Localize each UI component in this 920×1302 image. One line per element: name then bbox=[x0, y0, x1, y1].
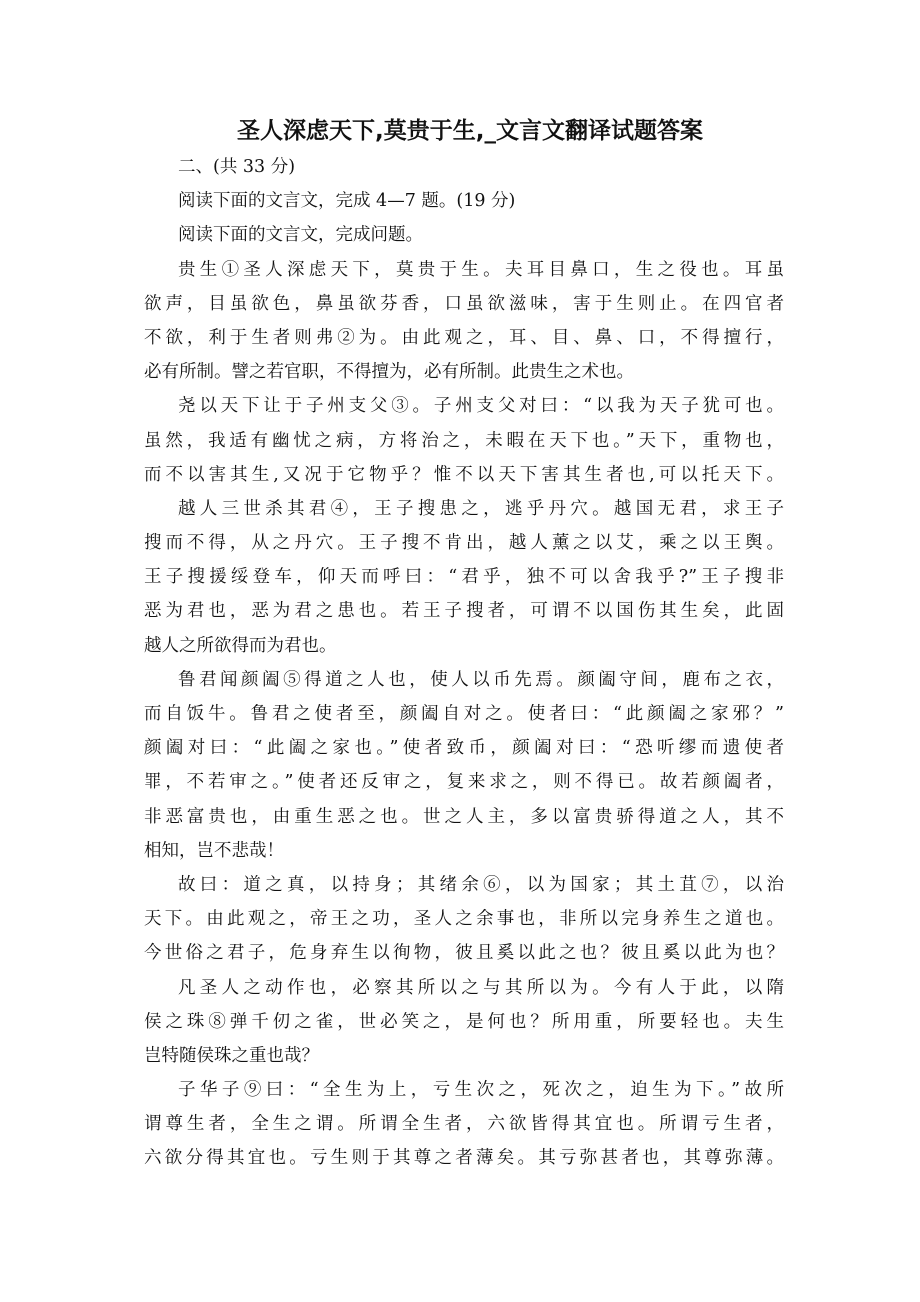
text-line: 罪，不若审之。”使者还反审之，复来求之，则不得已。故若颜阖者， bbox=[144, 772, 784, 793]
text-line: 不欲，利于生者则弗②为。由此观之，耳、目、鼻、口，不得擅行， bbox=[144, 327, 784, 348]
text-line: 而自饭牛。鲁君之使者至，颜阖自对之。使者曰：“此颜阖之家邪？” bbox=[144, 704, 784, 724]
text-line: 越人之所欲得而为君也。 bbox=[144, 635, 337, 656]
text-line: 子华子⑨曰：“全生为上，亏生次之，死次之，迫生为下。”故所 bbox=[178, 1080, 784, 1101]
text-line: 侯之珠⑧弹千仞之雀，世必笑之，是何也？所用重，所要轻也。夫生 bbox=[144, 1011, 784, 1032]
text-line: 而不以害其生,又况于它物乎？惟不以天下害其生者也,可以托天下。 bbox=[144, 464, 784, 485]
text-line: 颜阖对曰：“此阖之家也。”使者致币，颜阖对曰：“恐听缪而遗使者 bbox=[144, 738, 784, 759]
text-line: 越人三世杀其君④，王子搜患之，逃乎丹穴。越国无君，求王子 bbox=[178, 498, 784, 519]
text-line: 王子搜援绥登车，仰天而呼曰：“君乎，独不可以舍我乎?”王子搜非 bbox=[144, 567, 784, 588]
text-line: 谓尊生者，全生之谓。所谓全生者，六欲皆得其宜也。所谓亏生者， bbox=[144, 1114, 784, 1135]
text-line: 尧以天下让于子州支父③。子州支父对曰：“以我为天子犹可也。 bbox=[178, 396, 784, 417]
text-line: 虽然，我适有幽忧之病，方将治之，未暇在天下也。”天下，重物也， bbox=[144, 430, 784, 451]
text-line: 天下。由此观之，帝王之功，圣人之余事也，非所以完身养生之道也。 bbox=[144, 909, 784, 930]
text-line: 二、(共 33 分) bbox=[178, 157, 296, 177]
text-line: 阅读下面的文言文，完成 4—7 题。(19 分) bbox=[178, 191, 516, 212]
text-line: 凡圣人之动作也，必察其所以之与其所以为。今有人于此，以隋 bbox=[178, 977, 784, 998]
document-body bbox=[144, 150, 784, 1176]
text-line: 非恶富贵也，由重生恶之也。世之人主，多以富贵骄得道之人，其不 bbox=[144, 806, 784, 827]
text-line: 鲁君闻颜阖⑤得道之人也，使人以币先焉。颜阖守间，鹿布之衣， bbox=[178, 669, 784, 690]
text-line: 阅读下面的文言文，完成问题。 bbox=[178, 225, 423, 246]
text-line: 相知，岂不悲哉！ bbox=[144, 840, 284, 861]
text-line: 六欲分得其宜也。亏生则于其尊之者薄矣。其亏弥甚者也，其尊弥薄。 bbox=[144, 1148, 784, 1169]
text-line: 欲声，目虽欲色，鼻虽欲芬香，口虽欲滋味，害于生则止。在四官者 bbox=[144, 293, 784, 314]
text-line: 故曰：道之真，以持身；其绪余⑥，以为国家；其土苴⑦，以治 bbox=[178, 874, 784, 895]
text-line: 搜而不得，从之丹穴。王子搜不肯出，越人薰之以艾，乘之以王舆。 bbox=[144, 533, 784, 554]
text-line: 今世俗之君子，危身弃生以徇物，彼且奚以此之也？彼且奚以此为也？ bbox=[144, 943, 784, 964]
text-line: 岂特随侯珠之重也哉？ bbox=[144, 1045, 319, 1066]
page-title: 圣人深虑天下,莫贵于生,_文言文翻译试题答案 bbox=[237, 118, 703, 144]
text-line: 恶为君也，恶为君之患也。若王子搜者，可谓不以国伤其生矣，此固 bbox=[144, 601, 784, 622]
text-line: 贵生①圣人深虑天下，莫贵于生。夫耳目鼻口，生之役也。耳虽 bbox=[178, 259, 784, 280]
text-line: 必有所制。譬之若官职，不得擅为，必有所制。此贵生之术也。 bbox=[144, 362, 634, 383]
